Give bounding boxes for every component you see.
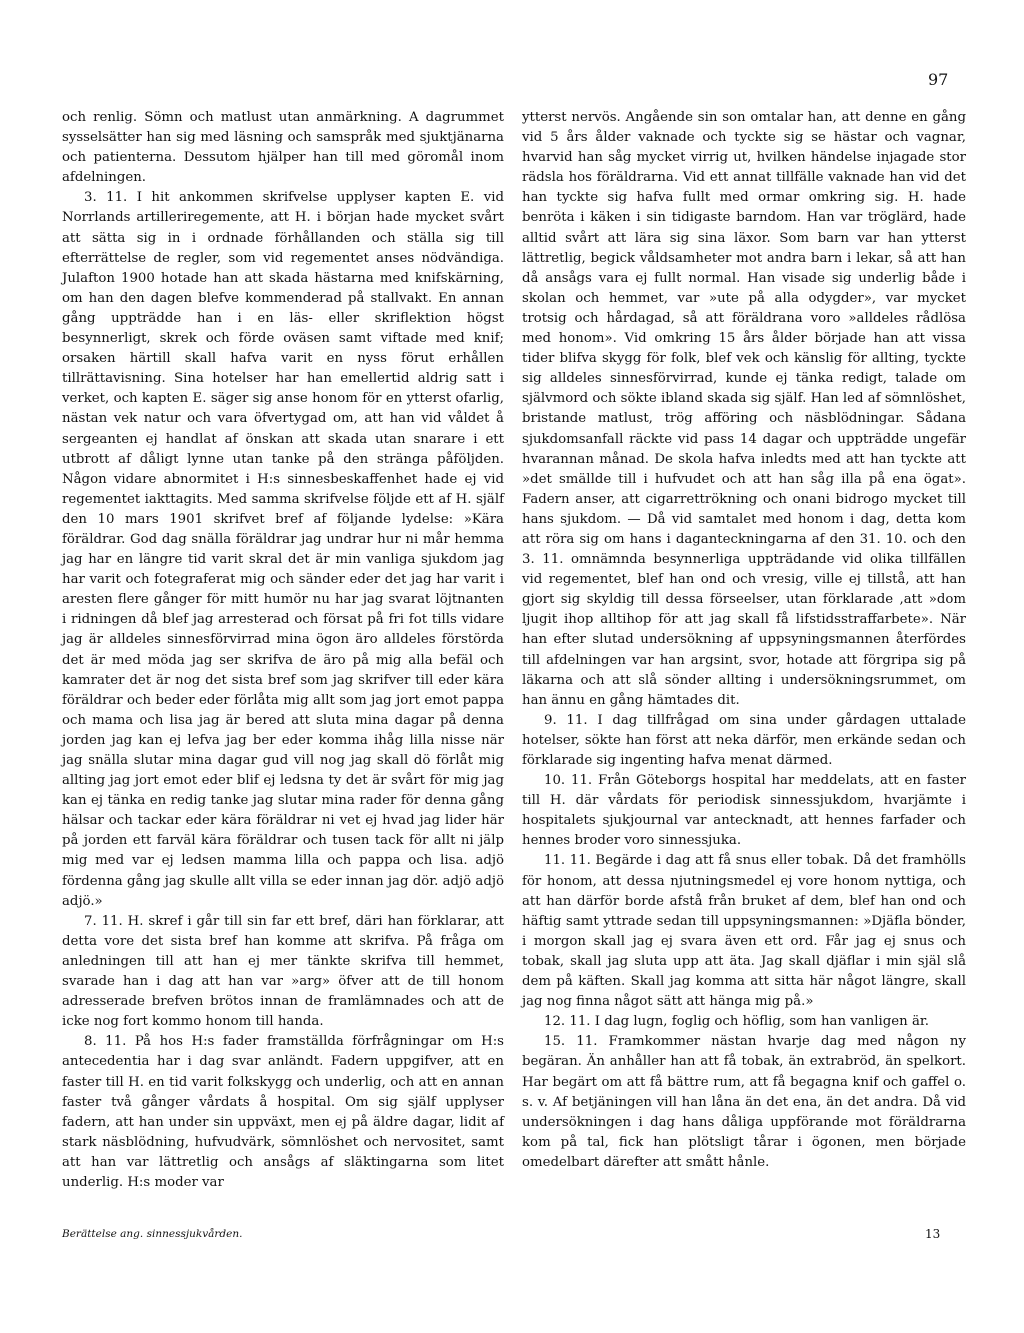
paragraph: 8. 11. På hos H:s fader framställda förfrågningar om H:s antecedentia har i dag svar anländt. Fadern uppgifver, att en faster till H. en tid varit folkskygg och underlig, och att en annan faster två gånger vårdats å hospital. Om sig själf upplyser fadern, att han under sin uppväxt, men ej på äldre dagar, lidit af stark näsblödning, hufvudvärk, sömnlöshet och nervositet, samt att han var lättretlig och ansågs af släktingarna som litet underlig. H:s moder var xyxy=(62,1034,504,1190)
right-column xyxy=(522,108,966,1173)
paragraph: 3. 11. I hit ankommen skrifvelse upplyser kapten E. vid Norrlands artilleriregemente, att H. i början hade mycket svårt att sätta sig in i ordnade förhållanden och ställa sig till efterrättelse de regler, som vid regementet anses nödvändiga. Julafton 1900 hotade han att skada hästarna med knifskärning, om han den dagen blefve kommenderad på stallvakt. En annan gång uppträdde han i en läs- eller skriflektion högst besynnerligt, skrek och förde oväsen samt viftade med knif; orsaken härtill skall hafva varit en nyss förut erhållen tillrättavisning. Sina hotelser har han emellertid aldrig satt i verket, och kapten E. säger sig anse honom för en ytterst ofarlig, nästan vek natur och vara öfvertygad om, att han vid våldet å sergeanten ej handlat af önskan att skada utan snarare i ett utbrott af dåligt lynne utan tanke på den stränga påföljden. Någon vidare abnormitet i H:s sinnesbeskaffenhet hade ej vid regementet iakttagits. Med samma skrifvelse följde ett af H. själf den 10 mars 1901 skrifvet bref af följande lydelse: »Kära föräldrar. God dag snälla föräldrar jag undrar hur ni mår hemma jag har en längre tid varit skral det är min vanliga sjukdom jag har varit och fotegraferat mig och sänder eder det jag har varit i aresten flere gånger för mitt humör nu har jag svarat löjtnanten i ridningen då blef jag arresterad och försat på fri fot tills vidare jag är alldeles sinnesförvirrad mina ögon äro alldeles förstörda det är med möda jag ser skrifva de äro på mig alla befäl och kamrater det är nog det sista bref som jag skrifver till eder kära föräldrar och beder eder förlåta mig allt som jag jort emot pappa och mama och lisa jag är bered att sluta mina dagar på denna jorden jag kan ej lefva jag ber eder komma ihåg lilla nisse när jag snälla slutar mina dagar gud vill nog jag skall dö förlåt mig allting jag jort emot eder blif ej ledsna ty det är svårt för mig jag kan ej tänka en redig tanke jag slutar mina rader för denna gång hälsar och tackar eder kära föräldrar ni vet ej hvad jag lider här på jorden ett farväl kära föräldrar och tusen tack för allt ni jälp mig med var ej ledsen mamma lilla och pappa och lisa. adjö fördenna gång jag skulle allt villa se eder innan jag dör. adjö adjö adjö.» xyxy=(62,190,504,909)
paragraph: 7. 11. H. skref i går till sin far ett bref, däri han förklarar, att detta vore det sista bref han komme att skrifva. På fråga om anledningen till att han ej mer tänkte skrifva till hemmet, svarade han i dag att han var »arg» öfver att de till honom adresserade brefven brötos innan de framlämnades och att de icke nog fort kommo honom till handa. xyxy=(62,913,504,1030)
paragraph: 11. 11. Begärde i dag att få snus eller tobak. Då det framhölls för honom, att dessa njutningsmedel ej vore honom nyttiga, och att han därför borde afstå från bruket af dem, blef han ond och häftig samt yttrade sedan till uppsyningsmannen: »Djäfla bönder, i morgon skall jag ej svara även ett ord. Får jag ej snus och tobak, skall jag sluta upp att äta. Jag skall djäflar i min själ slå dem på käften. Skall jag komma att sitta här något längre, skall jag nog finna något sätt att hänga mig på.» xyxy=(522,853,966,1010)
paragraph: 12. 11. I dag lugn, foglig och höflig, som han vanligen är. xyxy=(544,1014,930,1030)
paragraph: 10. 11. Från Göteborgs hospital har meddelats, att en faster till H. där vårdats för periodisk sinnessjukdom, hvarjämte i hospitalets sjukjournal var antecknadt, att hennes farfader och hennes broder voro sinnessjuka. xyxy=(522,773,966,849)
left-column xyxy=(62,108,504,1193)
footer-signature: 13 xyxy=(925,1227,941,1241)
page-number: 97 xyxy=(928,70,949,89)
paragraph: ytterst nervös. Angående sin son omtalar han, att denne en gång vid 5 års ålder vaknade och tyckte sig se hästar och vagnar, hvarvid han såg mycket virrig ut, hvilken händelse injagade stor rädsla hos föräldrarna. Vid ett annat tillfälle vaknade han vid det han tyckte sig hafva fullt med ormar omkring sig. H. hade benröta i käken i sin tidigaste barndom. Han var tröglärd, hade alltid svårt att lära sig sina läxor. Som barn var han ytterst lättretlig, begick våldsamheter mot andra barn i lekar, så att han då ansågs vara ej fullt normal. Han visade sig underlig både i skolan och hemmet, var »ute på alla odygder», var mycket trotsig och hårdagad, så att föräldrana voro »alldeles rådlösa med honom». Vid omkring 15 års ålder började han att vissa tider blifva skygg för folk, blef vek och känslig för allting, tyckte sig alldeles sinnesförvirrad, kunde ej tänka redigt, talade om självmord och sökte ibland skada sig själf. Han led af sömnlöshet, bristande matlust, trög afföring och näsblödningar. Sådana sjukdomsanfall räckte vid pass 14 dagar och uppträdde ungefär hvarannan månad. De skola hafva inledts med att han tyckte att »det smällde till i hufvudet och att han såg illa på ena ögat». Fadern anser, att cigarrettrökning och onani bidrogo mycket till hans sjukdom. — Då vid samtalet med honom i dag, detta kom att röra sig om hans i daganteckningarna af den 31. 10. och den 3. 11. omnämnda besynnerliga uppträdande vid olika tillfällen vid regementet, blef han ond och vresig, ville ej tillstå, att han gjort sig skyldig till dessa förseelser, utan förklarade ,att »dom ljugit ihop alltihop för att jag skall få lifstidsstraffarbete». När han efter slutad undersökning af uppsyningsmannen återfördes till afdelningen var han argsint, svor, hotade att förgripa sig på läkarna och att slå sönder allting i undersökningsrummet, om han ännu en gång hämtades dit. xyxy=(522,110,966,708)
footer-source: Berättelse ang. sinnessjukvården. xyxy=(62,1228,243,1240)
paragraph: 9. 11. I dag tillfrågad om sina under gårdagen uttalade hotelser, sökte han först att neka därför, men erkände sedan och förklarade sig ingenting hafva menat därmed. xyxy=(522,712,966,768)
paragraph: 15. 11. Framkommer nästan hvarje dag med någon ny begäran. Än anhåller han att få tobak, än extrabröd, än spelkort. Har begärt om att få bättre rum, att få begagna knif och gaffel o. s. v. Af betjäningen vill han låna än det ena, än det andra. Då vid undersökningen i dag hans dåliga uppförande mot föräldrarna kom på tal, fick han plötsligt tårar i ögonen, men började omedelbart därefter att smått hånle. xyxy=(522,1034,966,1170)
paragraph: och renlig. Sömn och matlust utan anmärkning. A dagrummet sysselsätter han sig med läsning och samspråk med sjuktjänarna och patienterna. Dessutom hjälper han till med göromål inom afdelningen. xyxy=(62,110,504,186)
